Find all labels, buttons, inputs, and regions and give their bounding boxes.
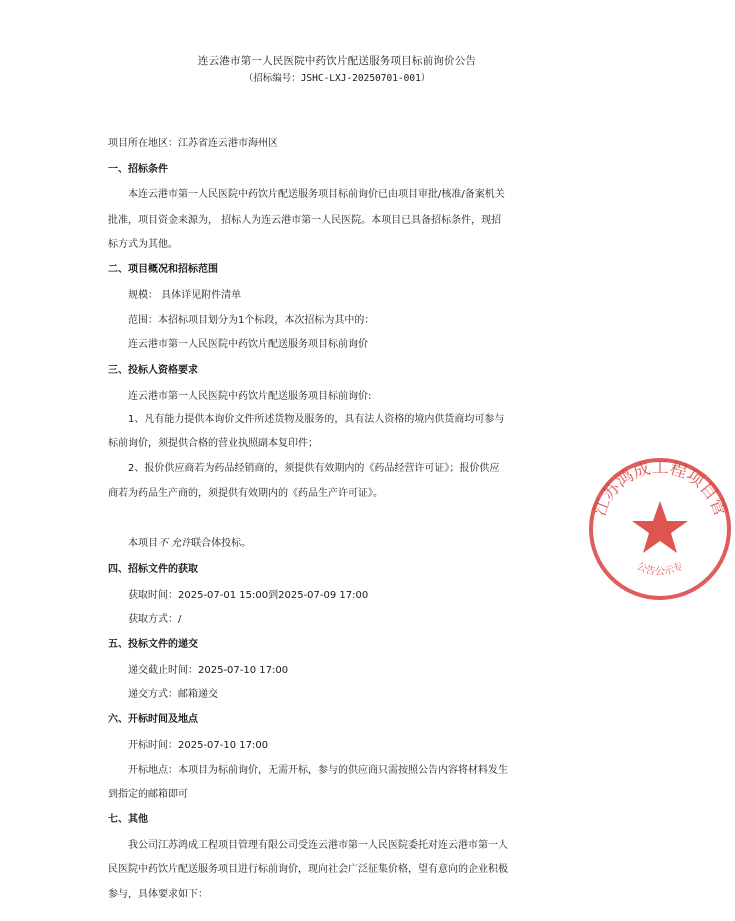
- paragraph-line: 民医院中药饮片配送服务项目进行标前询价，现向社会广泛征集价格，望有意向的企业积极: [108, 864, 508, 875]
- obtain-time: 获取时间：2025-07-01 15:00到2025-07-09 17:00: [128, 590, 369, 601]
- submit-method: 递交方式：邮箱递交: [128, 689, 218, 700]
- document-title: 连云港市第一人民医院中药饮片配送服务项目标前询价公告: [197, 55, 477, 67]
- range-line: 范围：本招标项目划分为1个标段，本次招标为其中的：: [128, 315, 375, 326]
- paragraph-line: 批准，项目资金来源为， 招标人为连云港市第一人民医院。本项目已具备招标条件，现招: [108, 215, 502, 226]
- star-icon: [632, 501, 688, 553]
- requirement-2-cont: 商若为药品生产商的，须提供有效期内的《药品生产许可证》。: [108, 488, 383, 499]
- paragraph-line: 本连云港市第一人民医院中药饮片配送服务项目标前询价已由项目审批/核准/备案机关: [128, 189, 505, 200]
- joint-bid-post: 联合体投标。: [191, 538, 252, 549]
- requirement-1-cont: 标前询价，须提供合格的营业执照副本复印件；: [108, 438, 318, 449]
- joint-bid-not-allowed: 不 允许: [158, 538, 192, 549]
- section-heading-7: 七、其他: [108, 814, 148, 825]
- section-heading-1: 一、招标条件: [108, 164, 168, 175]
- opening-place-cont: 到指定的邮箱即可: [108, 789, 188, 800]
- submit-deadline: 递交截止时间：2025-07-10 17:00: [128, 665, 289, 676]
- paragraph-line: 连云港市第一人民医院中药饮片配送服务项目标前询价:: [128, 391, 372, 402]
- document-header: [0, 53, 674, 87]
- project-location: 项目所在地区：江苏省连云港市海州区: [108, 138, 278, 149]
- document-number: （招标编号：JSHC-LXJ-20250701-001）: [243, 73, 431, 84]
- section-heading-2: 二、项目概况和招标范围: [108, 264, 218, 275]
- obtain-method: 获取方式：/: [128, 614, 182, 625]
- seal-bottom-text: 公告公示专: [634, 560, 686, 578]
- paragraph-line: 参与，具体要求如下：: [108, 889, 208, 900]
- seal-top-text: 江苏鸿成工程项目管: [589, 458, 731, 519]
- paragraph-line: 我公司江苏鸿成工程项目管理有限公司受连云港市第一人民医院委托对连云港市第一人: [128, 840, 508, 851]
- section-heading-5: 五、投标文件的递交: [108, 639, 198, 650]
- requirement-1: 1、凡有能力提供本询价文件所述货物及服务的，具有法人资格的境内供货商均可参与: [128, 414, 505, 425]
- section-heading-6: 六、开标时间及地点: [108, 714, 198, 725]
- joint-bid-line: [128, 537, 578, 550]
- opening-place: 开标地点：本项目为标前询价，无需开标，参与的供应商只需按照公告内容将材料发生: [128, 765, 508, 776]
- opening-time: 开标时间：2025-07-10 17:00: [128, 740, 269, 751]
- section-heading-3: 三、投标人资格要求: [108, 365, 198, 376]
- scale-line: 规模： 具体详见附件清单: [128, 290, 242, 301]
- requirement-2: 2、报价供应商若为药品经销商的，须提供有效期内的《药品经营许可证》；报价供应: [128, 463, 500, 474]
- company-seal: [585, 454, 735, 604]
- bid-item-line: 连云港市第一人民医院中药饮片配送服务项目标前询价: [128, 339, 368, 350]
- joint-bid-pre: 本项目: [128, 538, 158, 549]
- paragraph-line: 标方式为其他。: [108, 239, 178, 250]
- section-heading-4: 四、招标文件的获取: [108, 564, 198, 575]
